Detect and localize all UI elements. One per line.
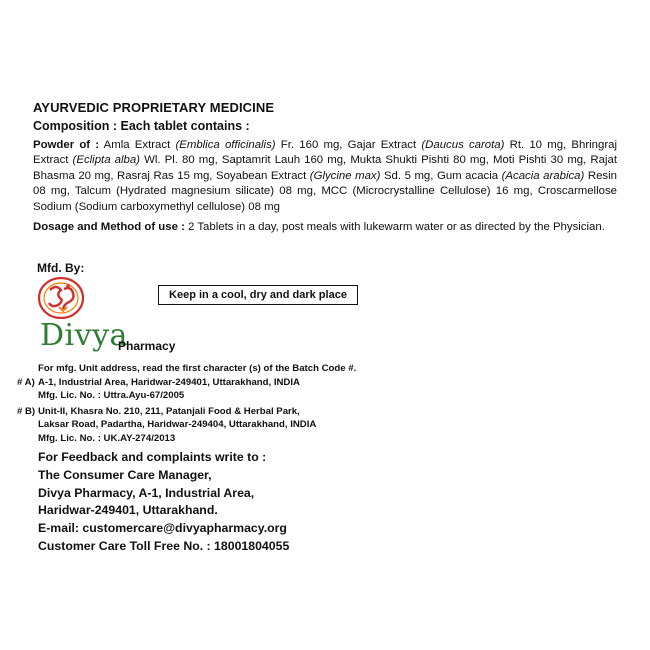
brand-name-logo: Divya [40, 318, 128, 353]
botanical-name: (Emblica officinalis) [175, 139, 276, 151]
ingredient-text: Rt. 10 mg, Bhringraj Extract [33, 139, 617, 167]
ingredient-text: Sd. 5 mg, Gum acacia [380, 169, 502, 182]
ingredient-text: Resin 08 mg, Talcum (Hydrated magnesium silicate) 08 mg, MCC (Microcrystalline Cellulose) 16 mg, Croscarmellose Sodium (Sodium carboxymethyl cellulose) 08 mg [33, 169, 617, 213]
powder-composition [33, 138, 617, 215]
address-a-license: Mfg. Lic. No. : Uttra.Ayu-67/2005 [38, 390, 185, 402]
feedback-heading: For Feedback and complaints write to : [38, 450, 267, 464]
powder-ingredients [33, 139, 617, 213]
ingredient-text: Amla Extract [99, 139, 176, 151]
botanical-name: (Daucus carota) [421, 139, 505, 151]
ingredient-text: Wl. Pl. 80 mg, Saptamrit Lauh 160 mg, Mukta Shukti Pishti 80 mg, Moti Pishti 30 mg, Rajat Bhasma 20 mg, Rasraj Ras 15 mg, Soyabean Extract [33, 154, 617, 182]
dosage-paragraph [33, 220, 617, 235]
divya-emblem-logo [37, 277, 85, 319]
feedback-email: E-mail: customercare@divyapharmacy.org [38, 521, 287, 536]
emblem-icon [37, 277, 85, 319]
powder-label: Powder of : [33, 139, 100, 151]
address-b-label: # B) [17, 406, 36, 417]
address-b [38, 405, 316, 445]
dosage-label: Dosage and Method of use : [33, 221, 185, 233]
mfd-label: Mfd. By: [37, 261, 85, 275]
address-b-line: Laksar Road, Padartha, Haridwar-249404, Uttarakhand, INDIA [38, 419, 317, 431]
address-a-label: # A) [17, 377, 35, 388]
botanical-name: (Glycine max) [309, 169, 381, 182]
address-a [38, 376, 300, 403]
address-b-license: Mfg. Lic. No. : UK.AY-274/2013 [38, 432, 176, 444]
address-a-line: A-1, Industrial Area, Haridwar-249401, Uttarakhand, INDIA [38, 377, 300, 388]
dosage-text: 2 Tablets in a day, post meals with lukewarm water or as directed by the Physician. [184, 221, 605, 233]
storage-instructions-box: Keep in a cool, dry and dark place [158, 285, 358, 305]
feedback-line: Divya Pharmacy, A-1, Industrial Area, [38, 485, 255, 500]
unit-address-note: For mfg. Unit address, read the first character (s) of the Batch Code #. [38, 363, 357, 374]
medicine-type-heading: AYURVEDIC PROPRIETARY MEDICINE [33, 100, 275, 115]
composition-heading: Composition : Each tablet contains : [33, 119, 250, 133]
feedback-line: The Consumer Care Manager, [38, 467, 212, 482]
ingredient-text: Fr. 160 mg, Gajar Extract [275, 139, 422, 151]
feedback-contact-block [38, 449, 289, 556]
botanical-name: (Eclipta alba) [72, 154, 140, 167]
botanical-name: (Acacia arabica) [501, 169, 585, 182]
address-b-line: Unit-II, Khasra No. 210, 211, Patanjali Food & Herbal Park, [38, 406, 300, 417]
brand-suffix: Pharmacy [118, 339, 176, 353]
feedback-toll-free: Customer Care Toll Free No. : 18001804055 [38, 538, 290, 553]
feedback-line: Haridwar-249401, Uttarakhand. [38, 503, 218, 518]
